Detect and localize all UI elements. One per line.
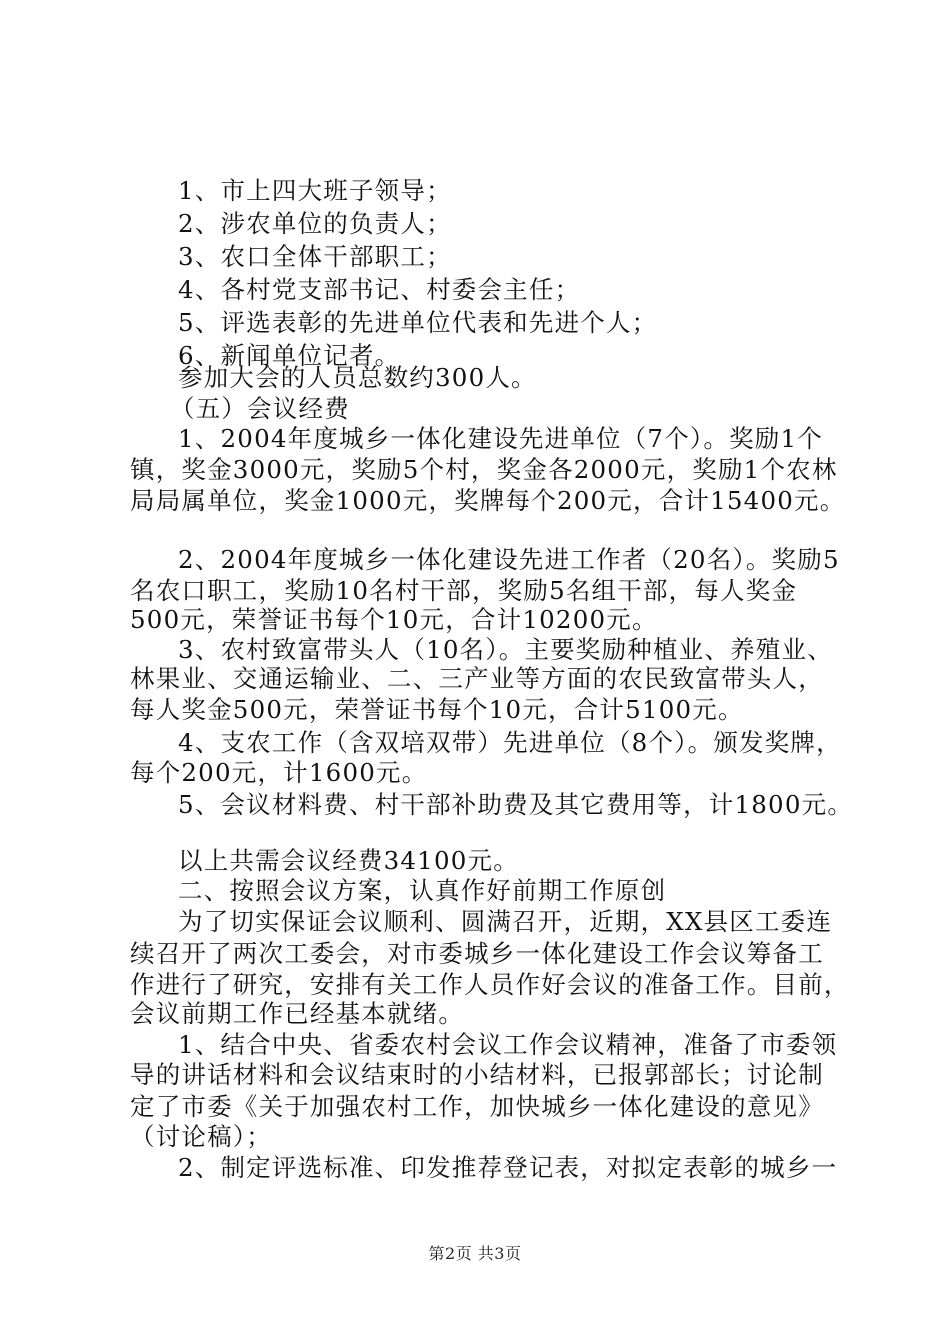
text-line: 5、评选表彰的先进单位代表和先进个人； [178, 308, 658, 337]
text-line: 2、制定评选标准、印发推荐登记表，对拟定表彰的城乡一 [178, 1153, 838, 1182]
section-heading: （五）会议经费 [170, 394, 350, 423]
text-line: 每人奖金500元，荣誉证书每个10元，合计5100元。 [130, 695, 744, 724]
text-line: 500元，荣誉证书每个10元，合计10200元。 [130, 605, 658, 634]
text-line: 定了市委《关于加强农村工作，加快城乡一体化建设的意见》 [130, 1092, 824, 1121]
text-line: 导的讲话材料和会议结束时的小结材料，已报郭部长；讨论制 [130, 1060, 824, 1089]
text-line: 镇，奖金3000元，奖励5个村，奖金各2000元，奖励1个农林 [130, 455, 838, 484]
text-line: 作进行了研究，安排有关工作人员作好会议的准备工作。目前， [130, 970, 850, 999]
text-line: 1、市上四大班子领导； [178, 176, 452, 205]
text-line: 2、涉农单位的负责人； [178, 209, 452, 238]
text-line: 4、各村党支部书记、村委会主任； [178, 275, 581, 304]
text-line: （讨论稿）； [130, 1122, 272, 1151]
text-line: 林果业、交通运输业、二、三产业等方面的农民致富带头人， [130, 664, 824, 693]
text-line: 以上共需会议经费34100元。 [178, 846, 519, 875]
text-line: 每个200元，计1600元。 [130, 758, 428, 787]
text-line: 6、新闻单位记者。 [178, 341, 401, 370]
text-line: 3、农口全体干部职工； [178, 242, 452, 271]
section-heading: 二、按照会议方案，认真作好前期工作原创 [178, 876, 667, 905]
text-line: 局局属单位，奖金1000元，奖牌每个200元，合计15400元。 [130, 486, 846, 515]
text-line: 名农口职工，奖励10名村干部，奖励5名组干部，每人奖金 [130, 576, 798, 605]
text-line: 续召开了两次工委会，对市委城乡一体化建设工作会议筹备工 [130, 939, 824, 968]
text-line: 1、结合中央、省委农村会议工作会议精神，准备了市委领 [178, 1030, 838, 1059]
text-line: 3、农村致富带头人（10名）。主要奖励种植业、养殖业、 [178, 635, 833, 664]
text-line: 5、会议材料费、村干部补助费及其它费用等，计1800元。 [178, 790, 854, 819]
text-line: 为了切实保证会议顺利、圆满召开，近期，XX县区工委连 [178, 907, 833, 936]
text-line: 会议前期工作已经基本就绪。 [130, 999, 465, 1028]
text-line: 2、2004年度城乡一体化建设先进工作者（20名）。奖励5 [178, 545, 840, 574]
page-number-footer: 第2页 共3页 [428, 1244, 522, 1263]
text-line: 参加大会的人员总数约300人。 [178, 363, 537, 392]
text-line: 4、支农工作（含双培双带）先进单位（8个）。颁发奖牌， [178, 728, 842, 757]
text-line: 1、2004年度城乡一体化建设先进单位（7个）。奖励1个 [178, 424, 823, 453]
